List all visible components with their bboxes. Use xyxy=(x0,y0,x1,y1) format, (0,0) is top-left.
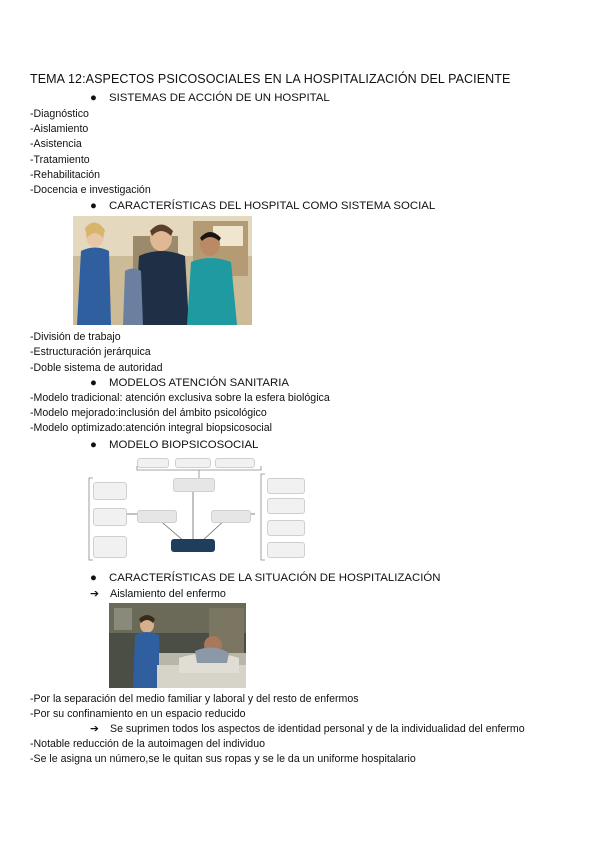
bullet-icon: ● xyxy=(90,439,97,451)
arrow-item-aislamiento xyxy=(90,587,226,601)
document-title: TEMA 12:ASPECTOS PSICOSOCIALES EN LA HOSPITALIZACIÓN DEL PACIENTE xyxy=(30,72,511,86)
diagram-box xyxy=(211,510,251,523)
diagram-box xyxy=(175,458,211,468)
list-item: -Por la separación del medio familiar y laboral y del resto de enfermos xyxy=(30,693,359,705)
list-item: -Por su confinamiento en un espacio reducido xyxy=(30,708,246,720)
list-item: -Asistencia xyxy=(30,138,82,150)
list-item: -Rehabilitación xyxy=(30,169,101,181)
section-heading-hospital-social xyxy=(90,199,435,213)
patient-bed-illustration xyxy=(109,603,246,688)
bullet-icon: ● xyxy=(90,200,97,212)
list-item: -Aislamiento xyxy=(30,123,89,135)
list-item: -Modelo tradicional: atención exclusiva sobre la esfera biológica xyxy=(30,392,330,404)
heading-text: MODELO BIOPSICOSOCIAL xyxy=(109,439,259,451)
heading-text: CARACTERÍSTICAS DEL HOSPITAL COMO SISTEMA SOCIAL xyxy=(109,200,436,212)
section-heading-modelos xyxy=(90,376,289,390)
list-item: -Modelo mejorado:inclusión del ámbito psicológico xyxy=(30,407,267,419)
section-heading-hospitalizacion xyxy=(90,571,440,585)
bullet-icon: ● xyxy=(90,572,97,584)
list-item: -División de trabajo xyxy=(30,331,121,343)
hospital-staff-photo xyxy=(73,216,252,325)
heading-text: CARACTERÍSTICAS DE LA SITUACIÓN DE HOSPITALIZACIÓN xyxy=(109,572,441,584)
list-item: -Doble sistema de autoridad xyxy=(30,362,163,374)
diagram-box xyxy=(267,498,305,514)
list-item: -Estructuración jerárquica xyxy=(30,346,151,358)
diagram-box xyxy=(267,520,305,536)
arrow-item-identidad xyxy=(90,723,525,736)
heading-text: SISTEMAS DE ACCIÓN DE UN HOSPITAL xyxy=(109,92,330,104)
list-item: -Se le asigna un número,se le quitan sus ropas y se le da un uniforme hospitalario xyxy=(30,753,416,765)
bullet-icon: ● xyxy=(90,92,97,104)
arrow-text: Aislamiento del enfermo xyxy=(110,588,226,600)
diagram-box xyxy=(267,542,305,558)
diagram-box xyxy=(93,482,127,500)
diagram-box xyxy=(173,478,215,492)
diagram-box xyxy=(215,458,255,468)
list-item: -Notable reducción de la autoimagen del individuo xyxy=(30,738,265,750)
heading-text: MODELOS ATENCIÓN SANITARIA xyxy=(109,377,289,389)
diagram-box xyxy=(93,508,127,526)
list-item: -Tratamiento xyxy=(30,154,90,166)
list-item: -Modelo optimizado:atención integral biopsicosocial xyxy=(30,422,273,434)
biopsychosocial-diagram xyxy=(85,456,310,566)
list-item: -Diagnóstico xyxy=(30,108,89,120)
diagram-box xyxy=(267,478,305,494)
arrow-right-icon: ➔ xyxy=(90,723,99,735)
diagram-box xyxy=(137,510,177,523)
hospital-staff-illustration xyxy=(73,216,252,325)
diagram-box xyxy=(93,536,127,558)
list-item: -Docencia e investigación xyxy=(30,184,151,196)
diagram-box xyxy=(137,458,169,468)
section-heading-biopsicosocial xyxy=(90,438,258,452)
patient-bed-photo xyxy=(109,603,246,688)
arrow-right-icon: ➔ xyxy=(90,588,100,600)
section-heading-sistemas xyxy=(90,91,330,105)
arrow-text: Se suprimen todos los aspectos de identidad personal y de la individualidad del enfermo xyxy=(110,723,525,735)
bullet-icon: ● xyxy=(90,377,97,389)
